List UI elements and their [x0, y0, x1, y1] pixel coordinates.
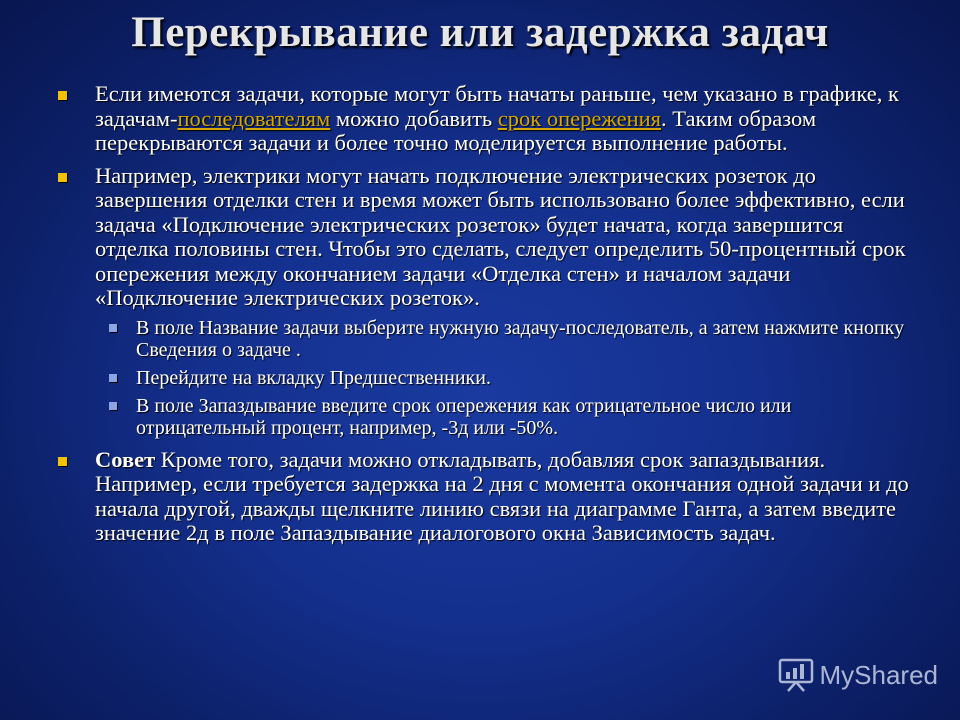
tip-text: Кроме того, задачи можно откладывать, добавляя срок запаздывания. Например, если требуется задержка на 2 дня с момента окончания одной задачи и до начала другой, дважды щелкните линию связи на диаграмме Ганта, а затем введите значение 2д в поле Запаздывание диалогового окна Зависимость задач.	[95, 446, 909, 545]
square-sub-bullet-icon	[109, 324, 117, 332]
bullet-text-c: . Таким образом перекрываются задачи и более точно моделируется выполнение работы.	[95, 105, 817, 155]
watermark-logo	[778, 658, 939, 692]
square-bullet-icon	[58, 91, 67, 100]
square-sub-bullet-icon	[109, 374, 117, 382]
square-bullet-icon	[58, 173, 67, 182]
link-lead-time[interactable]: срок опережения	[497, 105, 662, 131]
square-bullet-icon	[58, 457, 67, 466]
sub-bullet-text: В поле Запаздывание введите срок опережения как отрицательное число или отрицательный процент, например, -3д или -50%.	[136, 394, 792, 439]
link-successors[interactable]: последователям	[177, 105, 331, 131]
square-sub-bullet-icon	[109, 402, 117, 410]
bullet-text-b: можно добавить	[330, 105, 498, 131]
bullet-example-text: Например, электрики могут начать подключение электрических розеток до завершения отделки стен и время может быть использовано более эффективно, если задача «Подключение электрических розеток» будет начата, когда завершится отделка половины стен. Чтобы это сделать, следует определить 50-процентный срок опережения между окончанием задачи «Отделка стен» и началом задачи «Подключение электрических розеток».	[95, 162, 906, 310]
tip-label: Совет	[95, 446, 156, 472]
sub-bullet-text: Перейдите на вкладку Предшественники.	[136, 366, 491, 389]
sub-bullet-text: В поле Название задачи выберите нужную задачу-последователь, а затем нажмите кнопку Сведения о задаче .	[136, 316, 905, 361]
bullet-tip	[58, 448, 918, 546]
bullet-text-a: Если имеются задачи, которые могут быть начаты раньше, чем указано в графике, к задачам-	[95, 81, 899, 131]
sub-bullet-predecessors-tab	[58, 367, 918, 389]
slide-content	[58, 82, 918, 554]
presentation-icon	[778, 658, 814, 692]
watermark-text: MyShared	[819, 659, 938, 690]
bullet-overlap	[58, 82, 918, 156]
sub-bullet-lag-field	[58, 395, 918, 439]
sub-bullet-task-name	[58, 317, 918, 361]
slide-title: Перекрывание или задержка задач	[131, 9, 829, 56]
bullet-example	[58, 164, 918, 311]
